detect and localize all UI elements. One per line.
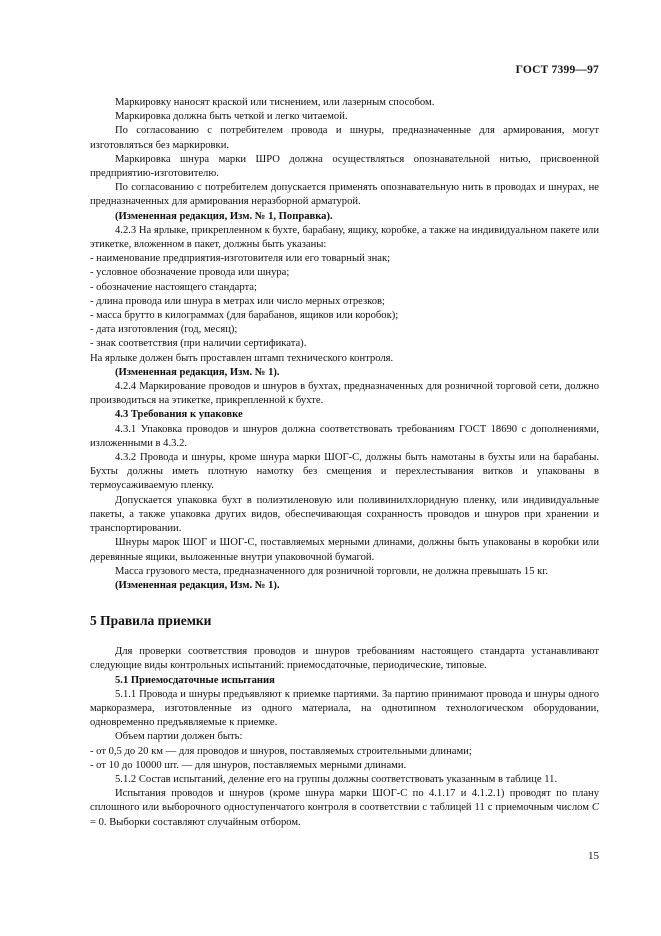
list-item: - от 10 до 10000 шт. — для шнуров, поставляемых мерными длинами. — [90, 759, 407, 771]
clause-5-1-1: 5.1.1 Провода и шнуры предъявляют к приемке партиями. За партию принимают провода и шнуры одного маркоразмера, изготовленные из одного материала, на однотипном технологическом оборудовании, одновременно предъявляемые к приемке. — [90, 688, 599, 729]
subsection-heading-4-3: 4.3 Требования к упаковке — [115, 409, 243, 421]
paragraph: Объем партии должен быть: — [115, 731, 243, 743]
paragraph: Допускается упаковка бухт в полиэтиленовую или поливинилхлоридную пленку, или индивидуальные пакеты, а также упаковка других видов, обеспечивающая сохранность проводов и шнуров при хранении и транспортировании. — [90, 494, 599, 535]
section-title-5: 5 Правила приемки — [90, 613, 212, 629]
list-item: - от 0,5 до 20 км — для проводов и шнуров, поставляемых строительными длинами; — [90, 745, 472, 757]
variable-c: C — [591, 802, 599, 814]
list-item: - масса брутто в килограммах (для барабанов, ящиков или коробок); — [90, 310, 399, 322]
paragraph: Для проверки соответствия проводов и шнуров требованиям настоящего стандарта устанавливают следующие виды контрольных испытаний: приемосдаточные, периодические, типовые. — [90, 646, 599, 672]
list-item: - обозначение настоящего стандарта; — [90, 281, 257, 293]
amendment-note: (Измененная редакция, Изм. № 1). — [115, 579, 280, 591]
paragraph: Масса грузового места, предназначенного для розничной торговли, не должна превышать 15 кг. — [115, 565, 549, 577]
page-body — [90, 96, 599, 830]
text-span: Испытания проводов и шнуров (кроме шнура марки ШОГ-С по 4.1.17 и 4.1.2.1) проводят по плану сплошного или выборочного одноступенчатого контроля в соответствии с таблицей 11 с приемочным числом — [90, 788, 599, 814]
clause-4-3-2: 4.3.2 Провода и шнуры, кроме шнура марки ШОГ-С, должны быть намотаны в бухты или на барабаны. Бухты должны иметь плотную намотку без смещения и перехлестывания витков и упакованы в термоусаживаемую пленку. — [90, 452, 599, 492]
page-number: 15 — [588, 850, 599, 862]
list-item: - наименование предприятия-изготовителя или его товарный знак; — [90, 253, 391, 265]
clause-4-3-1: 4.3.1 Упаковка проводов и шнуров должна соответствовать требованиям ГОСТ 18690 с дополнениями, изложенными в 4.3.2. — [90, 423, 599, 449]
list-item: - условное обозначение провода или шнура; — [90, 267, 290, 279]
paragraph-last — [90, 787, 599, 830]
text-span: = 0. Выборки составляют случайным отбором. — [90, 816, 301, 828]
paragraph: По согласованию с потребителем провода и шнуры, предназначенные для армирования, могут изготовляться без маркировки. — [90, 125, 599, 151]
paragraph: Шнуры марок ШОГ и ШОГ-С, поставляемых мерными длинами, должны быть упакованы в коробки или деревянные ящики, выложенные внутри упаковочной бумагой. — [90, 537, 599, 563]
paragraph: По согласованию с потребителем допускается применять опознавательную нить в проводах и шнурах, не предназначенных для армирования неразборной арматурой. — [90, 182, 599, 208]
clause-4-2-4: 4.2.4 Маркирование проводов и шнуров в бухтах, предназначенных для розничной торговой сети, должно производиться на этикетке, прикрепленной к бухте. — [90, 381, 599, 407]
paragraph: На ярлыке должен быть проставлен штамп технического контроля. — [90, 352, 394, 364]
document-code-header: ГОСТ 7399—97 — [515, 64, 599, 76]
list-item: - длина провода или шнура в метрах или число мерных отрезков; — [90, 295, 385, 307]
paragraph: Маркировка шнура марки ШРО должна осуществляться опознавательной нитью, присвоенной предприятию-изготовителю. — [90, 153, 599, 180]
list-item: - знак соответствия (при наличии сертификата). — [90, 338, 307, 350]
clause-5-1-2: 5.1.2 Состав испытаний, деление его на группы должны соответствовать указанным в таблице 11. — [115, 773, 558, 785]
amendment-note: (Измененная редакция, Изм. № 1). — [115, 366, 280, 378]
list-item: - дата изготовления (год, месяц); — [90, 324, 238, 336]
clause-4-2-3: 4.2.3 На ярлыке, прикрепленном к бухте, барабану, ящику, коробке, а также на индивидуальном пакете или этикетке, вложенном в пакет, должны быть указаны: — [90, 224, 599, 251]
amendment-note: (Измененная редакция, Изм. № 1, Поправка). — [115, 210, 333, 222]
paragraph: Маркировка должна быть четкой и легко читаемой. — [115, 111, 348, 123]
subsection-heading-5-1: 5.1 Приемосдаточные испытания — [115, 674, 275, 686]
paragraph: Маркировку наносят краской или тиснением, или лазерным способом. — [115, 97, 435, 108]
